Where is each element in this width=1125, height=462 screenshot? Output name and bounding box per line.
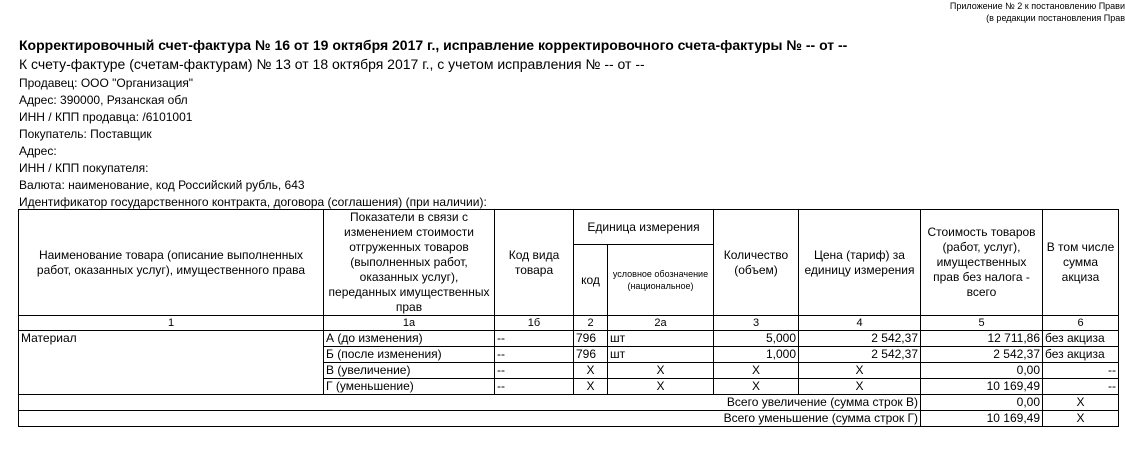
row-cost: 2 542,37 (921, 347, 1043, 363)
col-number: 3 (714, 316, 799, 331)
row-excise: -- (1043, 363, 1119, 379)
row-price: X (799, 363, 921, 379)
row-indicator: Б (после изменения) (324, 347, 495, 363)
buyer: Покупатель: Поставщик (19, 127, 152, 141)
row-price: 2 542,37 (799, 331, 921, 347)
invoice-info (19, 75, 487, 211)
col-number: 4 (799, 316, 921, 331)
seller-address: Адрес: 390000, Рязанская обл (19, 93, 188, 107)
row-unit-code: 796 (574, 331, 608, 347)
table-row-a (19, 331, 1119, 347)
row-price: X (799, 379, 921, 395)
seller: Продавец: ООО "Организация" (19, 76, 194, 90)
row-kind: -- (495, 347, 574, 363)
row-excise: без акциза (1043, 331, 1119, 347)
row-cost: 0,00 (921, 363, 1043, 379)
appendix-note-line-2: (в редакции постановления Прав (986, 13, 1125, 23)
row-unit-code: X (574, 379, 608, 395)
row-kind: -- (495, 363, 574, 379)
col-number: 1б (495, 316, 574, 331)
row-unit-name: X (608, 379, 714, 395)
row-kind: -- (495, 379, 574, 395)
col-number: 1а (324, 316, 495, 331)
header-kind-code: Код вида товара (495, 210, 574, 316)
row-indicator: В (увеличение) (324, 363, 495, 379)
row-quantity: 1,000 (714, 347, 799, 363)
row-unit-name: шт (608, 347, 714, 363)
total-excise: X (1043, 395, 1119, 411)
header-quantity: Количество (объем) (714, 210, 799, 316)
row-unit-name: шт (608, 331, 714, 347)
appendix-note (950, 0, 1125, 24)
col-number: 6 (1043, 316, 1119, 331)
total-excise: X (1043, 411, 1119, 427)
col-number: 5 (921, 316, 1043, 331)
total-increase-row (19, 395, 1119, 411)
invoice-title: Корректировочный счет-фактура № 16 от 19 октября 2017 г., исправление корректировочного счета-фактуры № -- от -- (19, 37, 848, 53)
row-price: 2 542,37 (799, 347, 921, 363)
row-excise: без акциза (1043, 347, 1119, 363)
col-number: 1 (19, 316, 324, 331)
seller-inn: ИНН / КПП продавца: /6101001 (19, 110, 193, 124)
currency: Валюта: наименование, код Российский рубль, 643 (19, 178, 305, 192)
header-name: Наименование товара (описание выполненных работ, оказанных услуг), имущественного права (19, 210, 324, 316)
invoice-table (18, 209, 1119, 427)
header-unit-name: условное обозначение (национальное) (608, 245, 714, 316)
buyer-address: Адрес: (19, 144, 57, 158)
item-name: Материал (19, 331, 324, 395)
row-quantity: 5,000 (714, 331, 799, 347)
row-unit-code: 796 (574, 347, 608, 363)
header-excise: В том числе сумма акциза (1043, 210, 1119, 316)
row-indicator: Г (уменьшение) (324, 379, 495, 395)
row-excise: -- (1043, 379, 1119, 395)
total-decrease-row (19, 411, 1119, 427)
col-number: 2 (574, 316, 608, 331)
header-unit-code: код (574, 245, 608, 316)
contract-id: Идентификатор государственного контракта, договора (соглашения) (при наличии): (19, 195, 487, 209)
header-price: Цена (тариф) за единицу измерения (799, 210, 921, 316)
total-cost: 10 169,49 (921, 411, 1043, 427)
invoice-subtitle: К счету-фактуре (счетам-фактурам) № 13 от 18 октября 2017 г., с учетом исправления № -- от -- (19, 56, 645, 72)
col-number: 2а (608, 316, 714, 331)
row-quantity: X (714, 379, 799, 395)
header-cost: Стоимость товаров (работ, услуг), имущественных прав без налога - всего (921, 210, 1043, 316)
total-cost: 0,00 (921, 395, 1043, 411)
row-kind: -- (495, 331, 574, 347)
row-quantity: X (714, 363, 799, 379)
row-unit-name: X (608, 363, 714, 379)
column-numbers-row (19, 316, 1119, 331)
row-unit-code: X (574, 363, 608, 379)
header-unit: Единица измерения (574, 210, 714, 245)
row-indicator: А (до изменения) (324, 331, 495, 347)
appendix-note-line-1: Приложение № 2 к постановлению Прави (949, 1, 1125, 11)
row-cost: 10 169,49 (921, 379, 1043, 395)
total-label: Всего увеличение (сумма строк В) (19, 395, 921, 411)
header-indicators: Показатели в связи с изменением стоимости отгруженных товаров (выполненных работ, оказанных услуг), переданных имущественных прав (324, 210, 495, 316)
buyer-inn: ИНН / КПП покупателя: (19, 161, 149, 175)
header-row-1 (19, 210, 1119, 245)
total-label: Всего уменьшение (сумма строк Г) (19, 411, 921, 427)
row-cost: 12 711,86 (921, 331, 1043, 347)
